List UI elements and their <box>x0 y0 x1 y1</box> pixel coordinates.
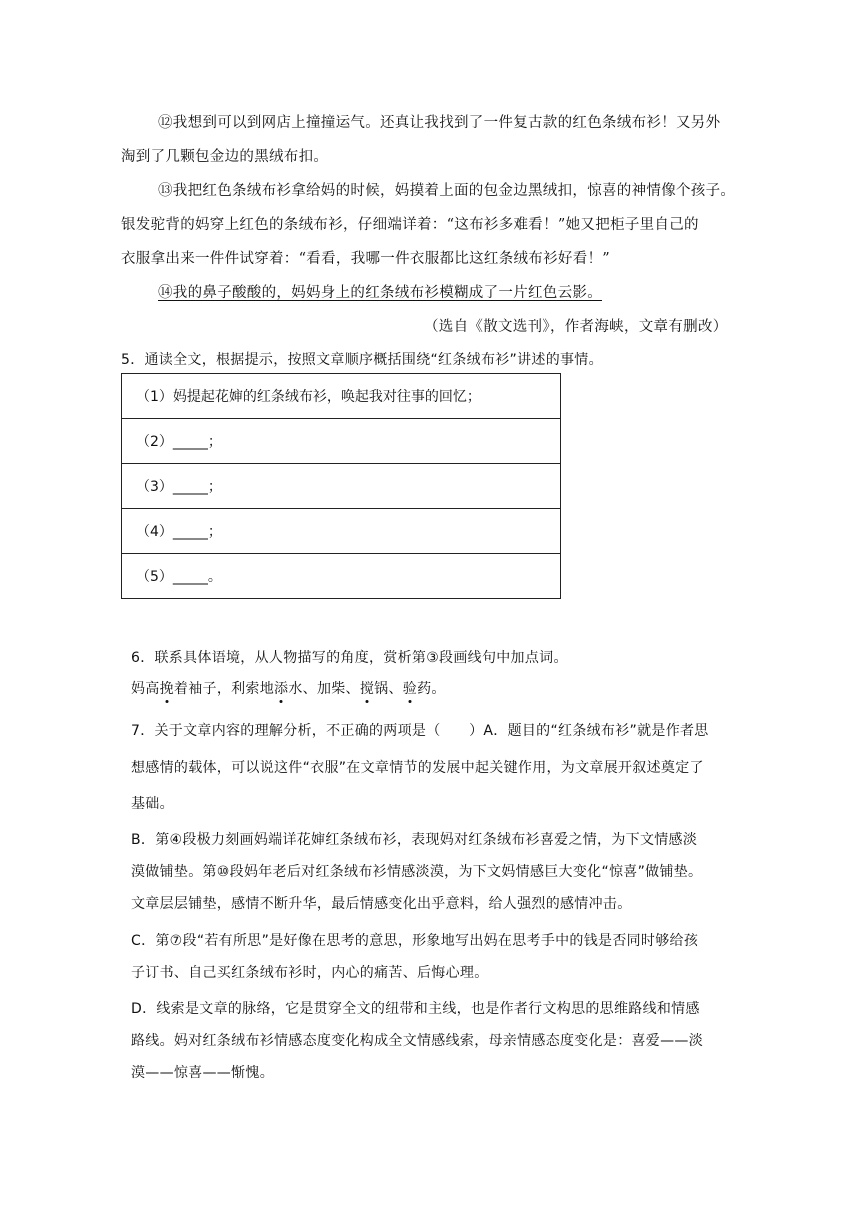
option-c-line-2: 子订书、自己买红条绒布衫时，内心的痛苦、后悔心理。 <box>131 965 489 981</box>
question-7-line-1: 7．关于文章内容的理解分析，不正确的两项是（ ）A．题目的“红条绒布衫”就是作者思 <box>131 723 709 739</box>
sentence-text: 妈高 <box>131 681 160 697</box>
sentence-text: 着袖子，利索地 <box>173 681 275 697</box>
table-row <box>122 419 561 464</box>
question-5-stem: 5．通读全文，根据提示，按照文章顺序概括围绕“红条绒布衫”讲述的事情。 <box>121 352 603 368</box>
option-d-line-2: 路线。妈对红条绒布衫情感态度变化构成全文情感线索，母亲情感态度变化是：喜爱——淡 <box>131 1033 703 1049</box>
option-d-line-1: D．线索是文章的脉络，它是贯穿全文的纽带和主线，也是作者行文构思的思维路线和情感 <box>131 1001 700 1017</box>
paragraph-12-line-2: 淘到了几颗包金边的黑绒布扣。 <box>121 149 329 165</box>
dotted-word: 验 <box>403 678 417 698</box>
table-cell: （5）_____。 <box>122 554 561 599</box>
sentence-text: 药。 <box>417 681 446 697</box>
table-cell: （1）妈提起花婶的红条绒布衫，唤起我对往事的回忆； <box>122 374 561 419</box>
question-7-line-2: 想感情的载体，可以说这件“衣服”在文章情节的发展中起关键作用，为文章展开叙述奠定了 <box>131 760 704 776</box>
table-cell: （2）_____； <box>122 419 561 464</box>
dotted-word: 挽 <box>160 678 174 698</box>
paragraph-12-line-1: ⑫我想到可以到网店上撞撞运气。还真让我找到了一件复古款的红色条绒布衫！又另外 <box>158 115 721 131</box>
paragraph-13-line-2: 银发驼背的妈穿上红色的条绒布衫，仔细端详着：“这布衫多难看！”她又把柜子里自己的 <box>121 217 699 233</box>
sentence-text: 水、加柴、 <box>288 681 360 697</box>
question-6-sentence <box>131 678 446 698</box>
option-d-line-3: 漠——惊喜——惭愧。 <box>131 1065 274 1081</box>
table-cell: （4）_____； <box>122 509 561 554</box>
option-b-line-2: 漠做铺垫。第⑩段妈年老后对红条绒布衫情感淡漠，为下文妈情感巨大变化“惊喜”做铺垫。 <box>131 864 703 880</box>
question-5-table <box>121 373 561 599</box>
option-b-line-3: 文章层层铺垫，感情不断升华，最后情感变化出乎意料，给人强烈的感情冲击。 <box>131 896 632 912</box>
sentence-text: 锅、 <box>374 681 403 697</box>
paragraph-13-line-3: 衣服拿出来一件件试穿着：“看看，我哪一件衣服都比这红条绒布衫好看！” <box>121 251 611 267</box>
table-cell: （3）_____； <box>122 464 561 509</box>
option-b-line-1: B．第④段极力刻画妈端详花婶红条绒布衫，表现妈对红条绒布衫喜爱之情，为下文情感淡 <box>131 832 698 848</box>
option-c-line-1: C．第⑦段“若有所思”是好像在思考的意思，形象地写出妈在思考手中的钱是否同时够给孩 <box>131 933 699 949</box>
dotted-word: 搅 <box>360 678 374 698</box>
question-6-stem: 6．联系具体语境，从人物描写的角度，赏析第③段画线句中加点词。 <box>131 650 568 666</box>
table-row <box>122 374 561 419</box>
question-7-line-3: 基础。 <box>131 796 174 812</box>
paragraph-13-line-1: ⑬我把红色条绒布衫拿给妈的时候，妈摸着上面的包金边黑绒扣，惊喜的神情像个孩子。 <box>158 183 736 199</box>
table-row <box>122 509 561 554</box>
table-row <box>122 554 561 599</box>
source-citation: （选自《散文选刊》，作者海峡，文章有删改） <box>424 319 728 335</box>
dotted-word: 添 <box>274 678 288 698</box>
table-row <box>122 464 561 509</box>
paragraph-14-underlined: ⑭我的鼻子酸酸的，妈妈身上的红条绒布衫模糊成了一片红色云影。 <box>158 285 602 301</box>
